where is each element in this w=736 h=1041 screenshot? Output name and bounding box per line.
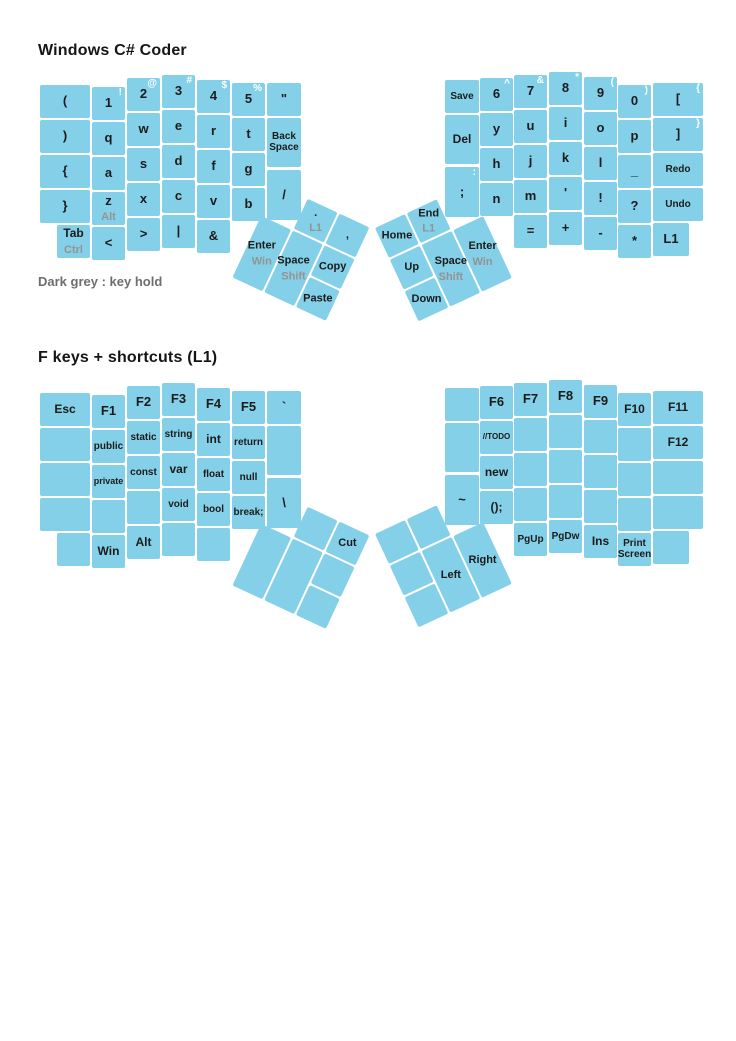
key-open-bracket [653, 83, 703, 116]
key-f10 [618, 393, 651, 426]
key-label: Enter [247, 239, 276, 252]
key-f9 [584, 385, 617, 418]
key-label: z [105, 192, 112, 208]
key-label: * [631, 233, 638, 249]
key-4 [197, 80, 230, 113]
key-var [162, 453, 195, 486]
key-blank [40, 498, 90, 531]
key-label: End [418, 207, 440, 220]
key-2 [127, 78, 160, 111]
key-t [232, 118, 265, 151]
key-blank [514, 488, 547, 521]
key-hold-label: Shift [438, 270, 464, 283]
key-label: F4 [205, 396, 222, 412]
key-void [162, 488, 195, 521]
key-f3 [162, 383, 195, 416]
key-z [92, 192, 125, 225]
key-label: " [280, 91, 288, 107]
key-bool [197, 493, 230, 526]
key-blank [40, 463, 90, 496]
key-label: & [208, 228, 219, 244]
shift-symbol: { [696, 83, 700, 94]
key-label: 5 [244, 91, 253, 107]
key-f4 [197, 388, 230, 421]
key-slash [267, 170, 301, 220]
key-label: 1 [104, 95, 113, 111]
key-label: i [563, 115, 568, 131]
key-label: < [104, 235, 113, 251]
key-label: L1 [663, 231, 679, 247]
key-label: Space [277, 254, 310, 267]
key-label: m [524, 188, 537, 204]
key-undo [653, 188, 703, 221]
shift-symbol: ) [644, 85, 648, 96]
key-label: d [174, 153, 183, 169]
key-label: Paste [303, 292, 333, 305]
key-j [514, 145, 547, 178]
key-e [162, 110, 195, 143]
key-blank [653, 496, 703, 529]
key-paste [296, 277, 340, 321]
key-label: Home [381, 229, 413, 242]
key-label: Esc [54, 401, 76, 416]
key-blank [618, 428, 651, 461]
key-pipe [162, 215, 195, 248]
key-private [92, 465, 125, 498]
key-r [197, 115, 230, 148]
key-label: = [526, 223, 535, 239]
shift-symbol: $ [221, 80, 227, 91]
key-label: private [93, 475, 124, 486]
key-label: float [202, 469, 225, 480]
key-blank [514, 453, 547, 486]
key-tab [57, 225, 90, 258]
key-string [162, 418, 195, 451]
key-label: F3 [170, 391, 187, 407]
key-label: Back Space [269, 131, 299, 153]
key-label: n [492, 191, 501, 207]
key-less-than [92, 227, 125, 260]
key-static [127, 421, 160, 454]
key-label: F2 [135, 394, 152, 410]
key-label: _ [630, 163, 639, 179]
key-label: Redo [665, 164, 691, 175]
key-3 [162, 75, 195, 108]
key-label: x [139, 191, 148, 207]
key-label: F7 [522, 391, 539, 407]
key-label: PgUp [517, 534, 544, 545]
shift-symbol: & [536, 75, 544, 86]
key-greater-than [127, 218, 160, 251]
key-f2 [127, 386, 160, 419]
key-label: ` [281, 399, 287, 415]
key-hold-label: L1 [422, 222, 436, 235]
key-label: Space [434, 255, 468, 268]
key-blank [267, 426, 301, 475]
key-n [480, 183, 513, 216]
key-label: w [138, 121, 149, 137]
key-x [127, 183, 160, 216]
key-label: g [244, 161, 253, 177]
shift-symbol: * [575, 72, 579, 83]
key-f11 [653, 391, 703, 424]
key-label: ~ [458, 491, 466, 507]
key-semicolon [445, 167, 479, 217]
key-label: Save [450, 91, 474, 102]
key-label: 7 [526, 83, 535, 99]
key-d [162, 145, 195, 178]
key-label: 3 [174, 83, 183, 99]
key-0 [618, 85, 651, 118]
key-blank [92, 500, 125, 533]
key-null [232, 461, 265, 494]
key-label: ; [459, 183, 465, 199]
key-esc [40, 393, 90, 426]
key-close-bracket [653, 118, 703, 151]
key-label: Cut [338, 537, 357, 550]
key-g [232, 153, 265, 186]
key-label: c [174, 188, 183, 204]
key-del [445, 115, 479, 164]
key-blank [549, 450, 582, 483]
key-label: h [492, 156, 501, 172]
key-back-space [267, 118, 301, 167]
key-f5 [232, 391, 265, 424]
key-ampersand [197, 220, 230, 253]
key-o [584, 112, 617, 145]
key-blank [618, 463, 651, 496]
key-9 [584, 77, 617, 110]
key-blank [549, 415, 582, 448]
key-label: j [528, 153, 533, 169]
key-label: Alt [135, 534, 152, 549]
key-label: string [164, 429, 193, 440]
key-label: ] [675, 126, 681, 142]
key-label: + [561, 220, 570, 236]
key-label: void [168, 499, 189, 510]
key-h [480, 148, 513, 181]
key-s [127, 148, 160, 181]
shift-symbol: # [186, 75, 192, 86]
key-c [162, 180, 195, 213]
key-exclamation [584, 182, 617, 215]
key-double-quote [267, 83, 301, 116]
key-q [92, 122, 125, 155]
key-label: F6 [488, 394, 505, 410]
key-p [618, 120, 651, 153]
key-f [197, 150, 230, 183]
key-win [92, 535, 125, 568]
key-label: 6 [492, 86, 501, 102]
key-8 [549, 72, 582, 105]
key-blank [653, 461, 703, 494]
key-label: s [139, 156, 148, 172]
key-f1 [92, 395, 125, 428]
key-label: bool [202, 504, 225, 515]
key-label: p [630, 128, 639, 144]
key-a [92, 157, 125, 190]
shift-symbol: } [696, 118, 700, 129]
key-label: { [62, 163, 68, 179]
key-backtick [267, 391, 301, 424]
key-label: r [210, 123, 217, 139]
key-label: ! [598, 190, 603, 206]
shift-symbol: ( [610, 77, 614, 88]
key-l1 [653, 223, 689, 256]
key-label: const [130, 467, 157, 478]
key-blank [127, 491, 160, 524]
key-label: , [345, 229, 349, 242]
key-label: F11 [667, 399, 688, 414]
key-save [445, 80, 479, 113]
key-minus [584, 217, 617, 250]
key-label: ? [630, 198, 639, 214]
key-hold-label: Alt [101, 211, 116, 224]
key-w [127, 113, 160, 146]
key-label: null [239, 472, 258, 483]
key-label: 4 [209, 88, 218, 104]
key-blank [584, 420, 617, 453]
key-label: ( [62, 93, 68, 109]
key-pgdw [549, 520, 582, 553]
key-label: y [492, 121, 501, 137]
key-m [514, 180, 547, 213]
key-label: 2 [139, 86, 148, 102]
key-label: break; [233, 507, 264, 518]
key-backslash [267, 478, 301, 528]
key-hold-label: Win [472, 255, 493, 268]
key-label: t [246, 126, 251, 142]
key-hold-label: L1 [309, 222, 323, 235]
key-pgup [514, 523, 547, 556]
key-label: Copy [318, 261, 347, 274]
layer-title-l1: F keys + shortcuts (L1) [38, 349, 218, 366]
key-return [232, 426, 265, 459]
key-label: 0 [630, 93, 639, 109]
key-label: 9 [596, 85, 605, 101]
key-blank [445, 423, 479, 472]
key-label: f [211, 158, 216, 174]
key-label: 8 [561, 80, 570, 96]
key-tilde [445, 475, 479, 525]
key-label: F12 [667, 434, 689, 449]
key-hold-label: Ctrl [64, 243, 83, 256]
key-label: o [596, 120, 605, 136]
key-f8 [549, 380, 582, 413]
key-print-screen [618, 533, 651, 566]
key-open-paren [40, 85, 90, 118]
shift-symbol: @ [147, 78, 157, 89]
key-underscore [618, 155, 651, 188]
key-f6 [480, 386, 513, 419]
key-blank [40, 428, 90, 461]
key-blank [445, 388, 479, 421]
key-label: ) [62, 128, 68, 144]
key-label: b [244, 196, 253, 212]
key-plus [549, 212, 582, 245]
key-label: Left [440, 568, 461, 581]
key-6 [480, 78, 513, 111]
key-7 [514, 75, 547, 108]
key-5 [232, 83, 265, 116]
key-blank [618, 498, 651, 531]
key-label: F5 [240, 399, 257, 415]
key-label: l [598, 155, 603, 171]
key-blank [57, 533, 90, 566]
shift-symbol: % [253, 83, 262, 94]
key-open-brace [40, 155, 90, 188]
key-l [584, 147, 617, 180]
key-label: static [130, 432, 157, 443]
key-label: Del [452, 131, 472, 146]
key-hold-label: Shift [281, 269, 306, 282]
key-public [92, 430, 125, 463]
key-label: Enter [468, 240, 497, 253]
key-label: Win [97, 543, 120, 558]
key-label: public [93, 441, 124, 452]
key-label: F10 [624, 401, 645, 416]
key-k [549, 142, 582, 175]
key-blank [549, 485, 582, 518]
key-f12 [653, 426, 703, 459]
key-blank [584, 490, 617, 523]
key-int [197, 423, 230, 456]
key-v [197, 185, 230, 218]
key-blank [162, 523, 195, 556]
key-label: - [598, 225, 603, 241]
key-label: \ [282, 494, 286, 510]
key-equals [514, 215, 547, 248]
shift-symbol: ^ [504, 78, 510, 89]
legend-note: Dark grey : key hold [38, 274, 163, 289]
key-blank [584, 455, 617, 488]
key-label: Right [468, 553, 497, 566]
key-question [618, 190, 651, 223]
key-parens-semicolon [480, 491, 513, 524]
shift-symbol: : [472, 167, 476, 178]
key-blank [514, 418, 547, 451]
key-f7 [514, 383, 547, 416]
key-label: | [176, 223, 181, 239]
key-label: / [282, 186, 286, 202]
key-label: //TODO [482, 432, 511, 442]
key-close-brace [40, 190, 90, 223]
key-label: PgDw [551, 531, 580, 542]
key-label: q [104, 130, 113, 146]
key-label: e [174, 118, 183, 134]
key-float [197, 458, 230, 491]
key-close-paren [40, 120, 90, 153]
key-label: v [209, 193, 218, 209]
key-label: Undo [665, 199, 691, 210]
key-label: Print Screen [617, 538, 652, 560]
layer-title-main: Windows C# Coder [38, 42, 187, 59]
key-label: Ins [591, 533, 610, 548]
key-y [480, 113, 513, 146]
key-label: return [234, 437, 263, 448]
key-label: F9 [592, 393, 609, 409]
key-label: F8 [557, 388, 574, 404]
key-label: a [104, 165, 113, 181]
key-label: Down [411, 293, 442, 306]
key-i [549, 107, 582, 140]
key-label: Up [404, 261, 420, 274]
key-label: [ [675, 91, 681, 107]
key-hold-label: Win [251, 255, 272, 268]
key-new [480, 456, 513, 489]
key-label: new [484, 464, 509, 479]
shift-symbol: ! [118, 87, 122, 98]
key-redo [653, 153, 703, 186]
key-u [514, 110, 547, 143]
key-apostrophe [549, 177, 582, 210]
key-label: (); [490, 499, 503, 514]
key-label: > [139, 226, 148, 242]
key-label: } [62, 198, 68, 214]
key-alt [127, 526, 160, 559]
key-ins [584, 525, 617, 558]
key-blank [653, 531, 689, 564]
key-todo [480, 421, 513, 454]
key-asterisk [618, 225, 651, 258]
key-label: var [169, 461, 188, 476]
key-label: ' [563, 185, 568, 201]
key-label: u [526, 118, 535, 134]
key-label: int [206, 431, 221, 446]
key-blank [197, 528, 230, 561]
key-label: . [314, 207, 318, 220]
key-label: k [561, 150, 570, 166]
key-1 [92, 87, 125, 120]
key-const [127, 456, 160, 489]
key-label: Tab [63, 226, 84, 241]
key-label: F1 [100, 403, 117, 419]
